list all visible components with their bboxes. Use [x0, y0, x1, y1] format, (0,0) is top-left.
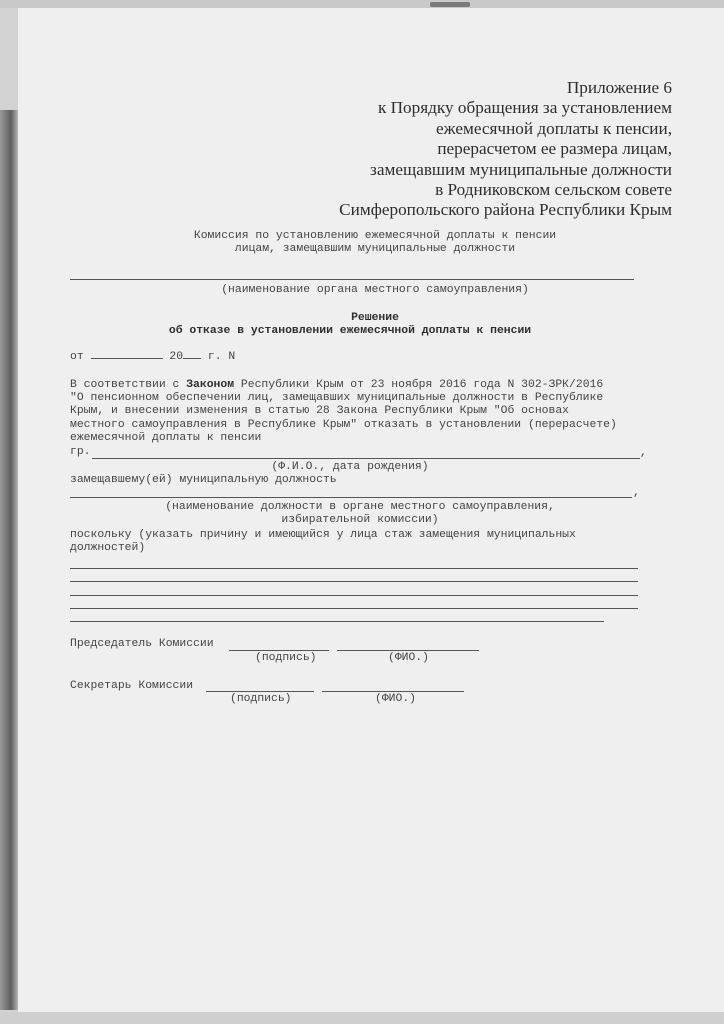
position-text: замещавшему(ей) муниципальную должность — [70, 474, 337, 486]
citizen-name-line — [92, 458, 640, 459]
appendix-line: к Порядку обращения за установлением — [378, 98, 672, 118]
decision-subtitle: об отказе в установлении ежемесячной доплаты к пенсии — [168, 325, 532, 337]
position-line — [70, 497, 632, 498]
appendix-line: в Родниковском сельском совете — [435, 180, 672, 200]
position-caption-line-2: избирательной комиссии) — [281, 514, 439, 527]
reason-blank-line — [70, 568, 638, 569]
decision-date — [70, 351, 235, 364]
commission-line-2: лицам, замещавшим муниципальные должности — [234, 243, 516, 256]
reason-blank-line — [70, 581, 638, 582]
scan-bottom-edge — [0, 1012, 724, 1024]
position-comma: , — [633, 487, 640, 499]
body-line-2: "О пенсионном обеспечении лиц, замещавших муниципальные должности в Республике — [70, 392, 604, 405]
reason-text — [70, 529, 576, 555]
appendix-title: Приложение 6 — [566, 78, 672, 97]
scan-top-edge — [0, 0, 724, 8]
appendix-header — [339, 78, 672, 221]
chair-signature-caption: (подпись) — [255, 652, 317, 664]
decision-title: Решение — [351, 312, 399, 324]
organ-name-line — [70, 279, 634, 280]
reason-blank-line — [70, 621, 604, 622]
position-caption-line-1: (наименование должности в органе местного самоуправления, — [165, 501, 555, 513]
organ-caption: (наименование органа местного самоуправления) — [221, 284, 529, 296]
body-text: В соответствии с — [70, 379, 187, 391]
reason-line-2: должностей) — [70, 542, 146, 555]
commission-line-1: Комиссия по установлению ежемесячной доплаты к пенсии — [193, 230, 557, 242]
chair-fio-line — [337, 650, 479, 651]
chair-fio-caption: (ФИО.) — [388, 652, 430, 664]
scan-clip-mark — [430, 2, 470, 7]
citizen-prefix: гр. — [70, 446, 91, 458]
fio-caption: (Ф.И.О., дата рождения) — [271, 461, 429, 473]
date-year: 20 — [169, 351, 184, 363]
date-suffix: г. N — [207, 351, 236, 363]
appendix-line: перерасчетом ее размера лицам, — [437, 139, 672, 159]
body-line-5: ежемесячной доплаты к пенсии — [70, 431, 262, 444]
body-line-4: местного самоуправления в Республике Крым" отказать в установлении (перерасчете) — [70, 418, 617, 431]
citizen-comma: , — [640, 447, 647, 459]
secretary-fio-line — [322, 691, 464, 692]
chair-signature-line — [229, 650, 329, 651]
body-line-1 — [70, 379, 617, 392]
reason-blank-line — [70, 608, 638, 609]
commission-header — [140, 230, 610, 256]
body-line-3: Крым, и внесении изменения в статью 28 Закона Республики Крым "Об основах — [70, 405, 569, 418]
law-reference: Законом — [186, 379, 235, 391]
secretary-signature-caption: (подпись) — [230, 693, 292, 705]
scan-left-shadow — [0, 110, 20, 1010]
reason-blank-line — [70, 595, 638, 596]
secretary-fio-caption: (ФИО.) — [375, 693, 417, 705]
body-text: Республики Крым от 23 ноября 2016 года N 302-ЗРК/2016 — [234, 379, 604, 391]
secretary-label: Секретарь Комиссии — [70, 680, 194, 692]
year-blank — [183, 358, 201, 359]
appendix-line: ежемесячной доплаты к пенсии, — [436, 118, 672, 138]
position-caption — [100, 501, 620, 527]
date-blank — [91, 358, 163, 359]
secretary-signature-line — [206, 691, 314, 692]
body-paragraph — [70, 379, 617, 445]
appendix-line: Симферопольского района Республики Крым — [339, 200, 672, 220]
date-prefix: от — [70, 351, 84, 363]
appendix-line: замещавшим муниципальные должности — [370, 159, 672, 179]
reason-line-1: поскольку (указать причину и имеющийся у лица стаж замещения муниципальных — [70, 529, 576, 541]
chair-label: Председатель Комиссии — [70, 638, 214, 650]
